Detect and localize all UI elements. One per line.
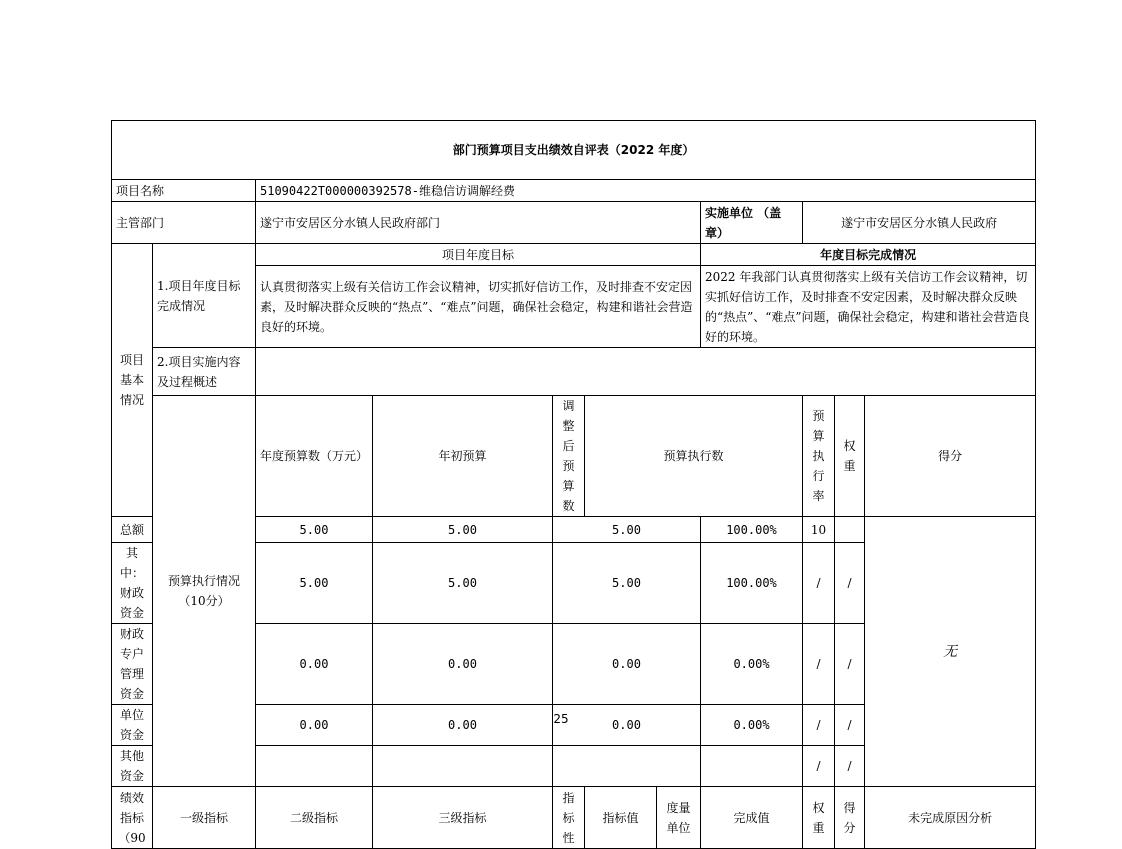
budget-row-label: 总额 — [112, 517, 153, 543]
budget-header-executed: 预算执行数 — [585, 396, 803, 517]
budget-rate-cell: 100.00% — [701, 543, 803, 624]
budget-rate-cell: 0.00% — [701, 705, 803, 746]
budget-weight-cell: / — [803, 705, 835, 746]
budget-weight-cell: / — [803, 543, 835, 624]
project-name-label: 项目名称 — [112, 180, 256, 202]
budget-initial-cell: 0.00 — [256, 705, 373, 746]
perf-header-level3: 三级指标 — [373, 787, 553, 849]
budget-adjusted-cell: 5.00 — [373, 517, 553, 543]
budget-row-label: 其中：财政资金 — [112, 543, 153, 624]
basic-row2-value — [256, 348, 1036, 396]
budget-weight-cell: 10 — [803, 517, 835, 543]
budget-score-cell — [835, 517, 865, 543]
dept-label: 主管部门 — [112, 202, 256, 244]
perf-header-level2: 二级指标 — [256, 787, 373, 849]
basic-row1-completion: 2022 年我部门认真贯彻落实上级有关信访工作会议精神，切实抓好信访工作，及时排查不安定因素，及时解决群众反映的“热点”、“难点”问题，确保社会稳定，构建和谐社会营造良好的环境。 — [701, 266, 1036, 348]
budget-adjusted-cell: 0.00 — [373, 705, 553, 746]
perf-header-reason: 未完成原因分析 — [865, 787, 1036, 849]
page-number: 25 — [553, 712, 569, 726]
budget-weight-cell: / — [803, 624, 835, 705]
budget-reason-text: 无 — [943, 643, 958, 660]
budget-row-label: 单位资金 — [112, 705, 153, 746]
impl-unit-label: 实施单位 （盖章） — [701, 202, 803, 244]
basic-section-label: 项目基本情况 — [112, 244, 153, 517]
basic-col-completion: 年度目标完成情况 — [701, 244, 1036, 266]
perf-section-label: 绩效指标（90 — [112, 787, 153, 849]
perf-header-done: 完成值 — [701, 787, 803, 849]
budget-reason-value — [865, 517, 1036, 787]
budget-executed-cell: 0.00 — [553, 705, 701, 746]
budget-initial-cell: 5.00 — [256, 517, 373, 543]
perf-header-value: 指标值 — [585, 787, 657, 849]
budget-initial-cell — [256, 746, 373, 787]
perf-header-weight: 权重 — [803, 787, 835, 849]
budget-row-label: 其他资金 — [112, 746, 153, 787]
perf-header-nature: 指标性 — [553, 787, 585, 849]
budget-executed-cell — [553, 746, 701, 787]
budget-initial-cell: 5.00 — [256, 543, 373, 624]
budget-score-cell: / — [835, 543, 865, 624]
budget-header-score: 得分 — [865, 396, 1036, 517]
budget-executed-cell: 5.00 — [553, 517, 701, 543]
basic-row1-goal: 认真贯彻落实上级有关信访工作会议精神，切实抓好信访工作，及时排查不安定因素，及时解决群众反映的“热点”、“难点”问题，确保社会稳定，构建和谐社会营造良好的环境。 — [256, 266, 701, 348]
basic-col-goal: 项目年度目标 — [256, 244, 701, 266]
budget-header-initial: 年初预算 — [373, 396, 553, 517]
perf-header-score: 得分 — [835, 787, 865, 849]
budget-executed-cell: 5.00 — [553, 543, 701, 624]
budget-adjusted-cell: 5.00 — [373, 543, 553, 624]
budget-initial-cell: 0.00 — [256, 624, 373, 705]
perf-header-level1: 一级指标 — [153, 787, 256, 849]
budget-rate-cell: 100.00% — [701, 517, 803, 543]
dept-value: 遂宁市安居区分水镇人民政府部门 — [256, 202, 701, 244]
budget-score-cell: / — [835, 705, 865, 746]
budget-header-weight: 权重 — [835, 396, 865, 517]
budget-rate-cell: 0.00% — [701, 624, 803, 705]
budget-score-cell: / — [835, 746, 865, 787]
basic-row2-label: 2.项目实施内容及过程概述 — [153, 348, 256, 396]
budget-header-rate: 预算执行率 — [803, 396, 835, 517]
budget-weight-cell: / — [803, 746, 835, 787]
budget-row-label: 财政专户管理资金 — [112, 624, 153, 705]
table-title: 部门预算项目支出绩效自评表（2022 年度） — [112, 121, 1036, 180]
budget-executed-cell: 0.00 — [553, 624, 701, 705]
perf-header-unit: 度量单位 — [657, 787, 701, 849]
self-evaluation-table — [111, 120, 1036, 849]
budget-adjusted-cell — [373, 746, 553, 787]
impl-unit-value: 遂宁市安居区分水镇人民政府 — [803, 202, 1036, 244]
budget-header-unit: 年度预算数（万元） — [256, 396, 373, 517]
budget-score-cell: / — [835, 624, 865, 705]
budget-adjusted-cell: 0.00 — [373, 624, 553, 705]
budget-header-adjusted: 调整后预算数 — [553, 396, 585, 517]
budget-section-label: 预算执行情况（10分） — [153, 396, 256, 787]
basic-row1-label: 1.项目年度目标完成情况 — [153, 244, 256, 348]
budget-rate-cell — [701, 746, 803, 787]
project-name-value: 51090422T000000392578-维稳信访调解经费 — [256, 180, 1036, 202]
